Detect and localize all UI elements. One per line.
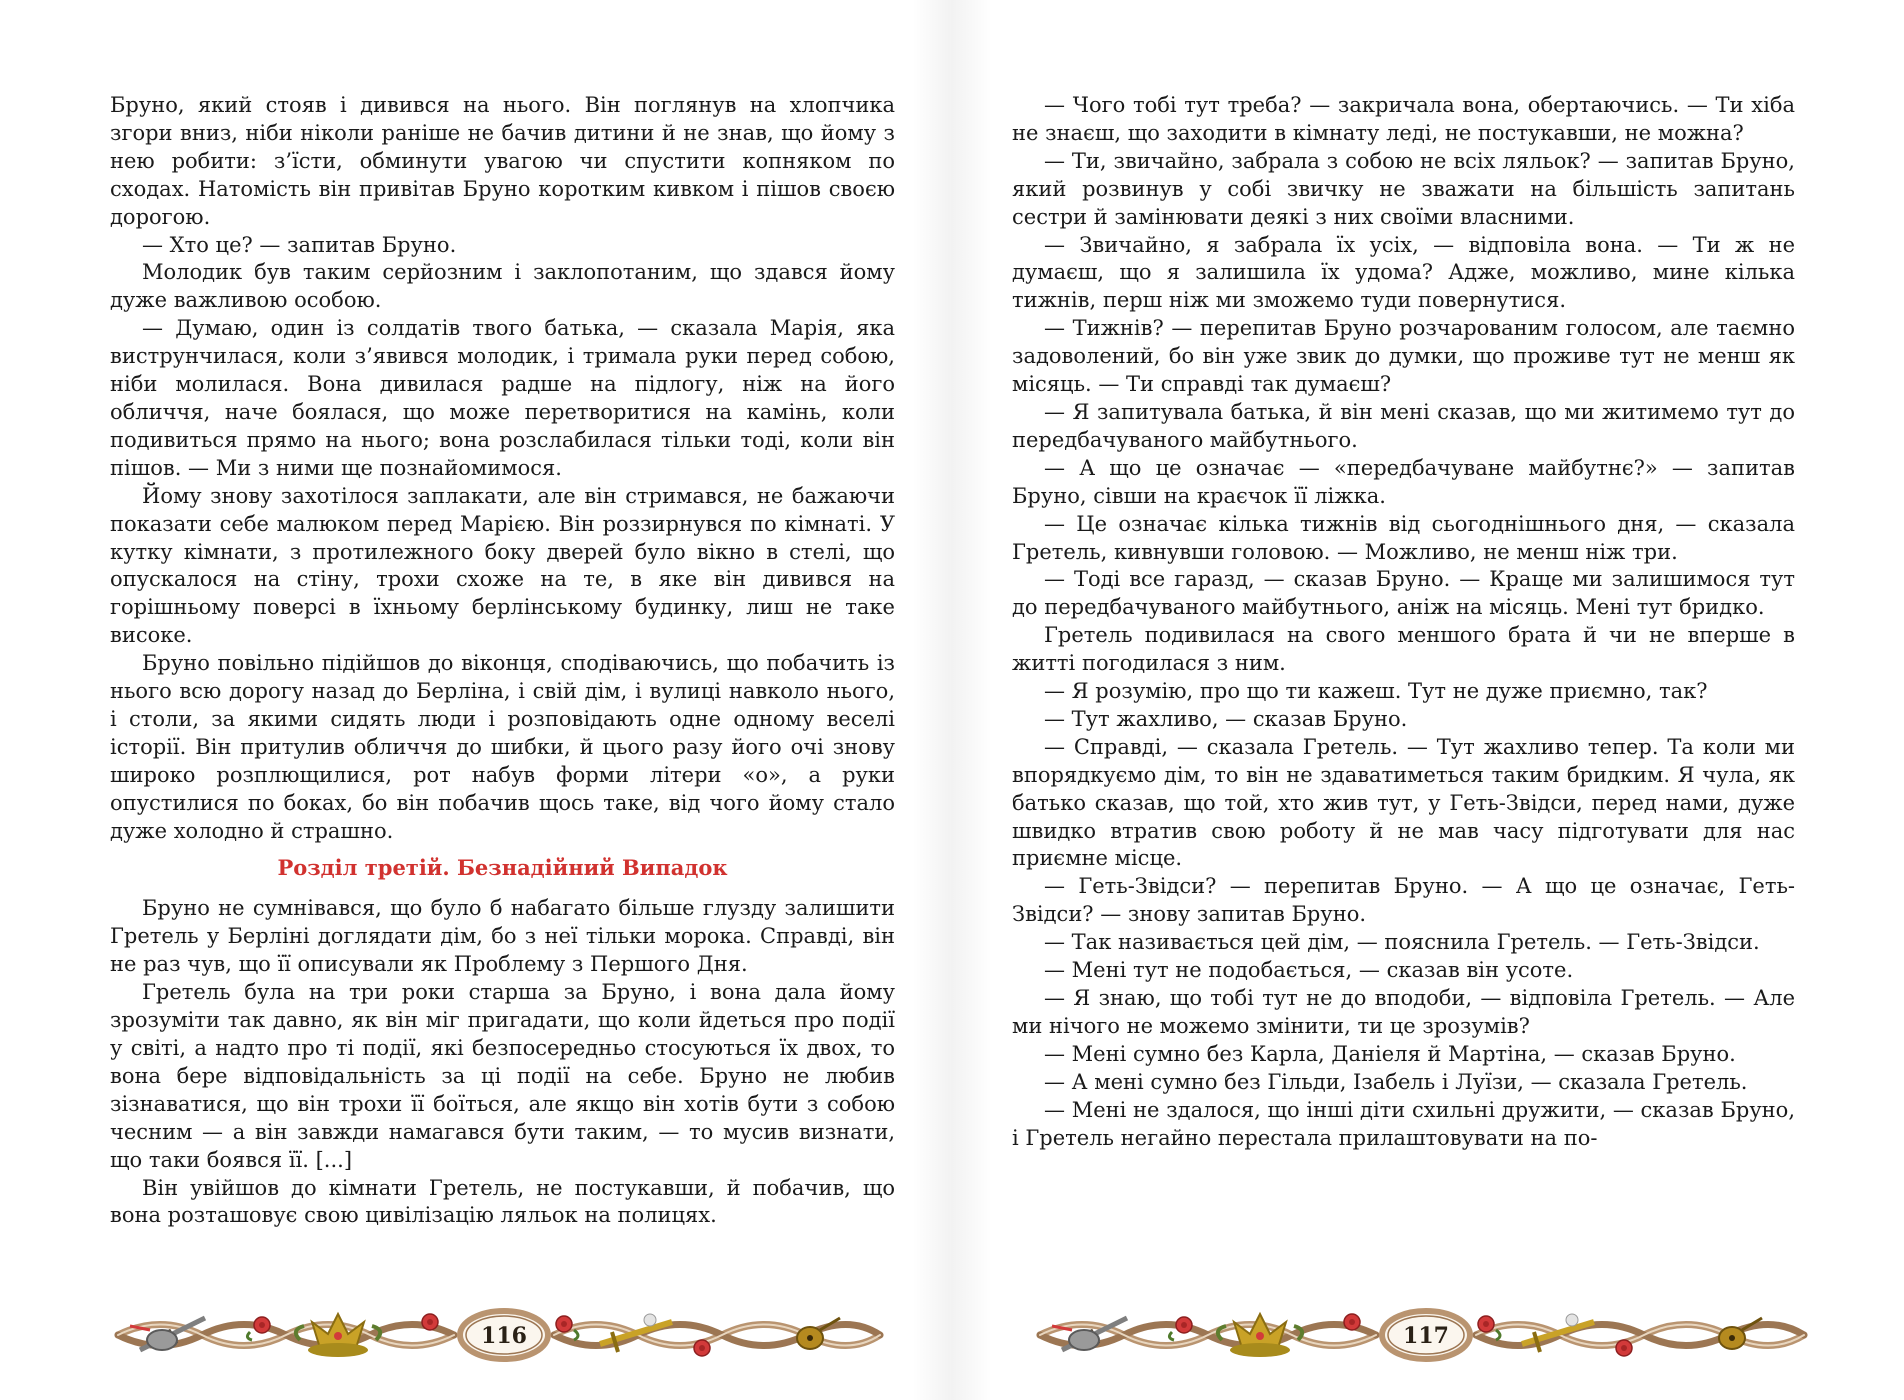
- page-number-medallion: [460, 1311, 548, 1359]
- rose-icon: [1616, 1340, 1632, 1356]
- paragraph: — А що це означає — «передбачуване майбутнє?» — запитав Бруно, сівши на краєчок її ліжка.: [1012, 455, 1795, 508]
- paragraph: — Тут жахливо, — сказав Бруно.: [1044, 706, 1408, 731]
- paragraph: Бруно не сумнівався, що було б набагато більше глузду залишити Гретель у Берліні доглядати дім, бо з неї тільки морока. Справді, він не раз чув, що її описували як Проблему з Першого Дня.: [110, 896, 895, 977]
- footer-ornament: [952, 1300, 1904, 1370]
- paragraph: — Ти, звичайно, забрала з собою не всіх ляльок? — запитав Бруно, який розвинув у собі звичку не зважати на більшість запитань сестри й замінювати деякі з них своїми власними.: [1012, 148, 1795, 229]
- paragraph: Гретель подивилася на свого меншого брата й чи не вперше в житті погодилася з ним.: [1012, 623, 1795, 676]
- paragraph: Йому знову захотілося заплакати, але він стримався, не бажаючи показати себе малюком перед Марією. Він роззирнувся по кімнаті. У кутку кімнати, з протилежного боку дверей було вікно в стелі, що опускалося на стіну, трохи схоже на те, в яке він дивився на горішньому поверсі в їхньому берлінському будинку, лиш не таке високе.: [110, 483, 895, 648]
- paragraph: — Тижнів? — перепитав Бруно розчарованим голосом, але таємно задоволений, бо він уже звик до думки, що проживе тут не менш як місяць. — Ти справді так думаєш?: [1012, 316, 1795, 397]
- paragraph: Гретель була на три роки старша за Бруно, і вона дала йому зрозуміти так давно, як він міг пригадати, що коли йдеться про події у світі, а надто про ті події, які безпосередньо стосуються їх двох, то вона бере відповідальність за ці події на себе. Бруно не любив зізнаватися, що він трохи її боїться, але якщо він хотів бути з собою чесним — а він завжди намагався бути таким, — то мусив визнати, що таки боявся її. [...]: [110, 980, 895, 1172]
- paragraph: — Справді, — сказала Гретель. — Тут жахливо тепер. Та коли ми впорядкуємо дім, то він не здаватиметься таким бридким. Я чула, як батько сказав, що той, хто жив тут, у Геть-Звідси, перед нами, дуже швидко втратив свою роботу й не мав часу підготувати для нас приємне місце.: [1012, 734, 1795, 871]
- chapter-heading: Розділ третій. Безнадійний Випадок: [277, 855, 728, 881]
- paragraph: — А мені сумно без Гільди, Ізабель і Луїзи, — сказала Гретель.: [1044, 1069, 1748, 1094]
- left-page-text: [110, 92, 895, 1230]
- paragraph: — Це означає кілька тижнів від сьогоднішнього дня, — сказала Гретель, кивнувши головою. — Можливо, не менш ніж три.: [1012, 511, 1795, 564]
- paragraph: — Хто це? — запитав Бруно.: [142, 232, 457, 257]
- paragraph: Молодик був таким серйозним і заклопотаним, що здався йому дуже важливою особою.: [110, 260, 895, 313]
- paragraph: — Мені сумно без Карла, Даніеля й Мартіна, — сказав Бруно.: [1044, 1041, 1736, 1066]
- paragraph: Він увійшов до кімнати Гретель, не постукавши, й побачив, що вона розташовує свою цивілізацію ляльок на полицях.: [110, 1175, 895, 1228]
- paragraph: Бруно повільно підійшов до віконця, сподіваючись, що побачить із нього всю дорогу назад до Берліна, і свій дім, і вулиці навколо нього, і столи, за якими сидять люди і розповідають одне одному веселі історії. Він притулив обличчя до шибки, й цього разу його очі знову широко розплющилися, рот набув форми літери «о», а руки опустилися по боках, бо він побачив щось таке, від чого йому стало дуже холодно й страшно.: [110, 651, 895, 843]
- paragraph: — Так називається цей дім, — пояснила Гретель. — Геть-Звідси.: [1044, 930, 1760, 955]
- page-number-medallion: [1382, 1311, 1470, 1359]
- right-page-text: [1012, 92, 1795, 1152]
- paragraph: — Я запитувала батька, й він мені сказав, що ми житимемо тут до передбачуваного майбутнього.: [1012, 399, 1795, 452]
- paragraph: — Мені тут не подобається, — сказав він усоте.: [1044, 958, 1574, 983]
- paragraph: — Геть-Звідси? — перепитав Бруно. — А що це означає, Геть-Звідси? — знову запитав Бруно.: [1012, 874, 1795, 927]
- paragraph: — Звичайно, я забрала їх усіх, — відповіла вона. — Ти ж не думаєш, що я залишила їх удома? Адже, можливо, мине кілька тижнів, перш ніж ми зможемо туди повернутися.: [1012, 232, 1795, 313]
- paragraph: — Чого тобі тут треба? — закричала вона, обертаючись. — Ти хіба не знаєш, що заходити в кімнату леді, не постукавши, не можна?: [1012, 93, 1795, 145]
- page-number: 116: [481, 1323, 527, 1349]
- rose-icon: [1169, 1317, 1192, 1340]
- paragraph: Бруно, який стояв і дивився на нього. Він поглянув на хлопчика згори вниз, ніби ніколи раніше не бачив дитини й не знав, що йому з нею робити: з’їсти, обминути увагою чи спустити копняком по сходах. Натомість він привітав Бруно коротким кивком і пішов своєю дорогою.: [110, 93, 895, 229]
- footer-ornament: [0, 1300, 952, 1370]
- paragraph: — Тоді все гаразд, — сказав Бруно. — Краще ми залишимося тут до передбачуваного майбутнього, аніж на місяць. Мені тут бридко.: [1012, 567, 1795, 620]
- rose-icon: [694, 1340, 710, 1356]
- rose-icon: [1344, 1314, 1360, 1330]
- page-number: 117: [1403, 1323, 1449, 1349]
- paragraph: — Мені не здалося, що інші діти схильні дружити, — сказав Бруно, і Гретель негайно перестала прилаштовувати на по-: [1012, 1097, 1795, 1150]
- rose-icon: [247, 1317, 270, 1340]
- right-page: [952, 0, 1904, 1400]
- rose-icon: [422, 1314, 438, 1330]
- paragraph: — Думаю, один із солдатів твого батька, — сказала Марія, яка виструнчилася, коли з’явився молодик, і тримала руки перед собою, ніби молилася. Вона дивилася радше на підлогу, ніж на його обличчя, наче боялася, що може перетворитися на камінь, коли подивиться прямо на нього; вона розслабилася тільки тоді, коли він пішов. — Ми з ними ще познайомимося.: [110, 316, 895, 480]
- paragraph: — Я розумію, про що ти кажеш. Тут не дуже приємно, так?: [1044, 679, 1708, 704]
- paragraph: — Я знаю, що тобі тут не до вподоби, — відповіла Гретель. — Але ми нічого не можемо змінити, ти це зрозумів?: [1012, 986, 1795, 1038]
